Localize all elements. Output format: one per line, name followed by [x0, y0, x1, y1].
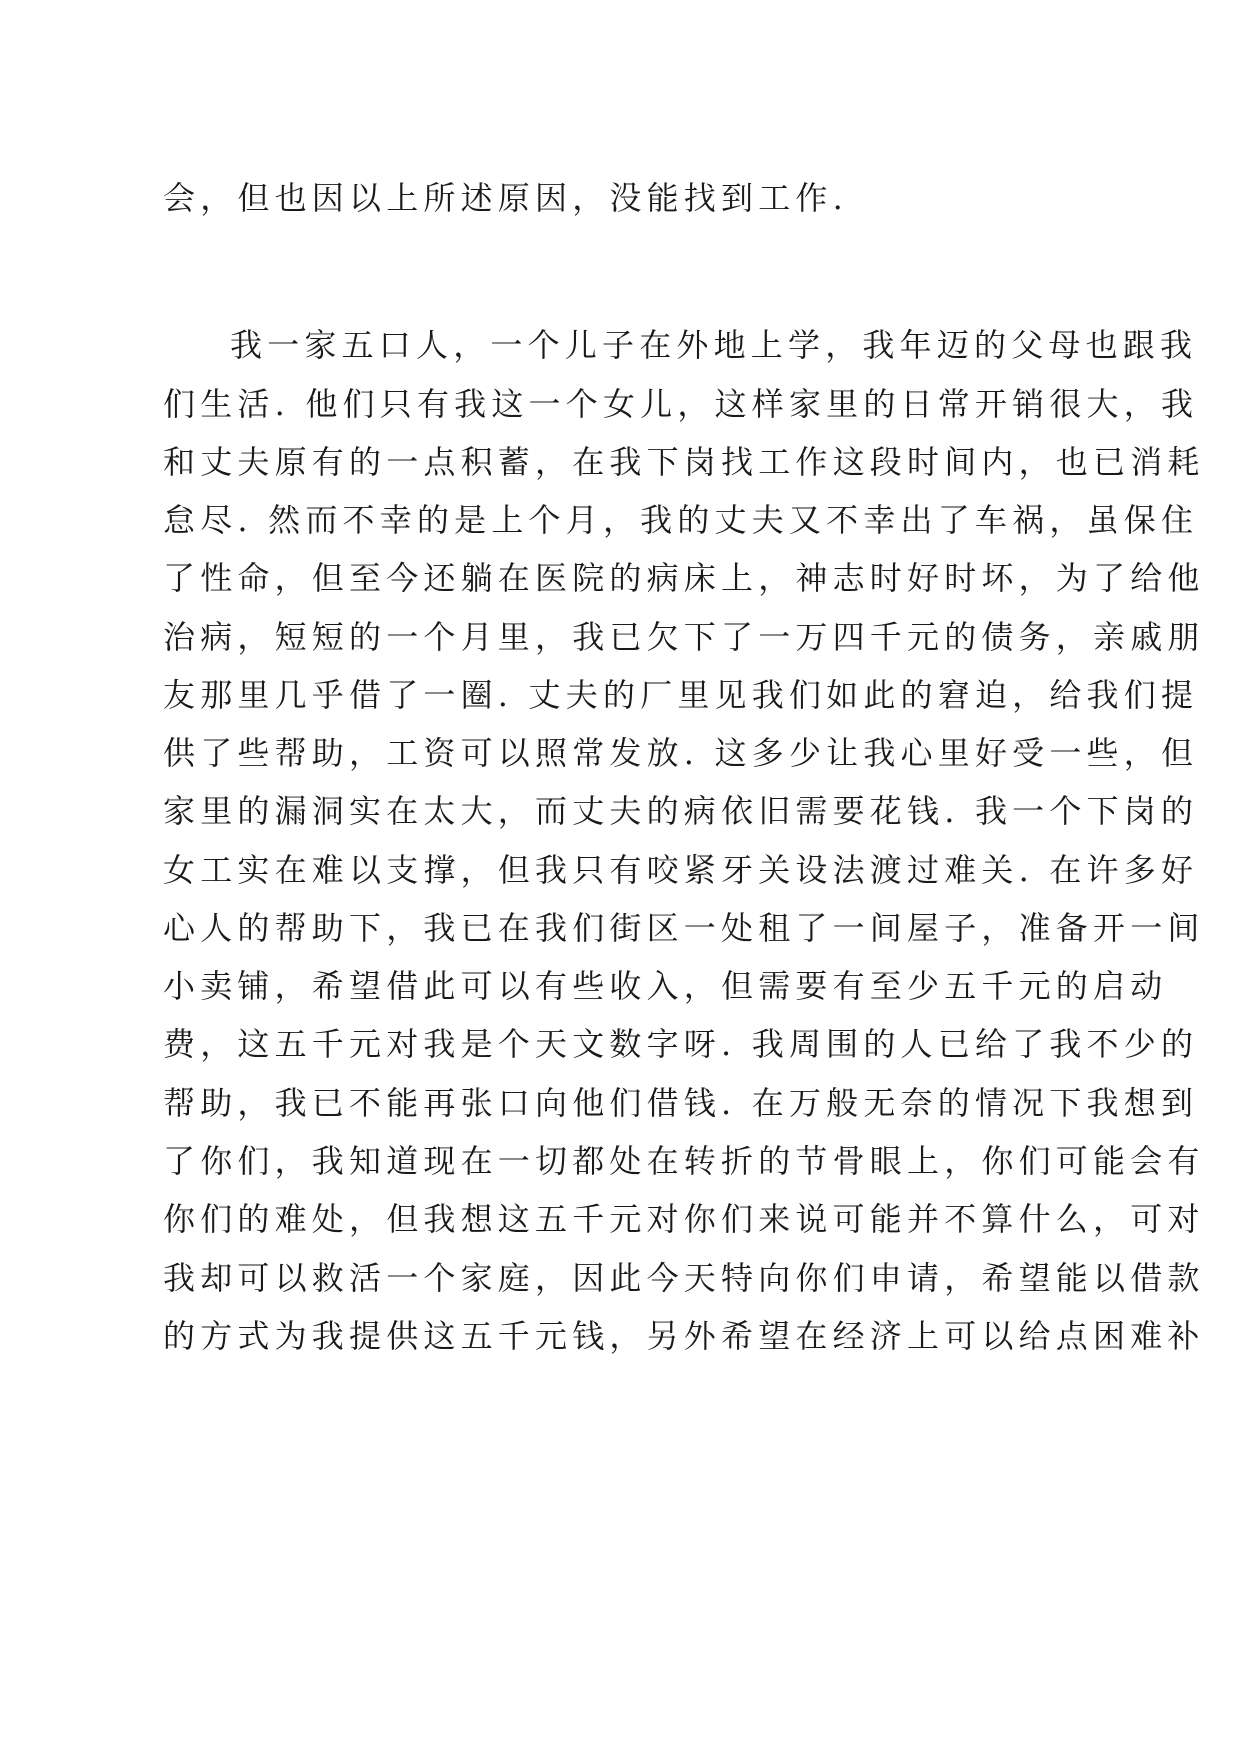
- text-line: 我却可以救活一个家庭，因此今天特向你们申请，希望能以借款: [163, 1259, 1205, 1297]
- text-line: 你们的难处，但我想这五千元对你们来说可能并不算什么，可对: [163, 1200, 1205, 1238]
- text-line: 帮助，我已不能再张口向他们借钱. 在万般无奈的情况下我想到: [163, 1084, 1199, 1122]
- text-line: 家里的漏洞实在太大，而丈夫的病依旧需要花钱. 我一个下岗的: [163, 792, 1199, 830]
- text-line: 心人的帮助下，我已在我们街区一处租了一间屋子，准备开一间: [163, 909, 1205, 947]
- text-line: 怠尽. 然而不幸的是上个月，我的丈夫又不幸出了车祸，虽保住: [163, 501, 1199, 539]
- text-line: 们生活. 他们只有我这一个女儿，这样家里的日常开销很大，我: [163, 385, 1199, 423]
- text-line: 友那里几乎借了一圈. 丈夫的厂里见我们如此的窘迫，给我们提: [163, 676, 1199, 714]
- text-line: 和丈夫原有的一点积蓄，在我下岗找工作这段时间内，也已消耗: [163, 443, 1205, 481]
- text-line: 的方式为我提供这五千元钱，另外希望在经济上可以给点困难补: [163, 1317, 1205, 1355]
- text-line: 了你们，我知道现在一切都处在转折的节骨眼上，你们可能会有: [163, 1142, 1205, 1180]
- text-line: 女工实在难以支撑，但我只有咬紧牙关设法渡过难关. 在许多好: [163, 851, 1199, 889]
- text-line: 治病，短短的一个月里，我已欠下了一万四千元的债务，亲戚朋: [163, 618, 1205, 656]
- paragraph-first-line: 我一家五口人，一个儿子在外地上学，我年迈的父母也跟我: [230, 326, 1198, 364]
- text-line: 会，但也因以上所述原因，没能找到工作.: [163, 179, 848, 217]
- text-line: 供了些帮助，工资可以照常发放. 这多少让我心里好受一些，但: [163, 734, 1199, 772]
- text-line: 费，这五千元对我是个天文数字呀. 我周围的人已给了我不少的: [163, 1025, 1199, 1063]
- text-line: 了性命，但至今还躺在医院的病床上，神志时好时坏，为了给他: [163, 559, 1205, 597]
- text-line: 小卖铺，希望借此可以有些收入，但需要有至少五千元的启动: [163, 967, 1168, 1005]
